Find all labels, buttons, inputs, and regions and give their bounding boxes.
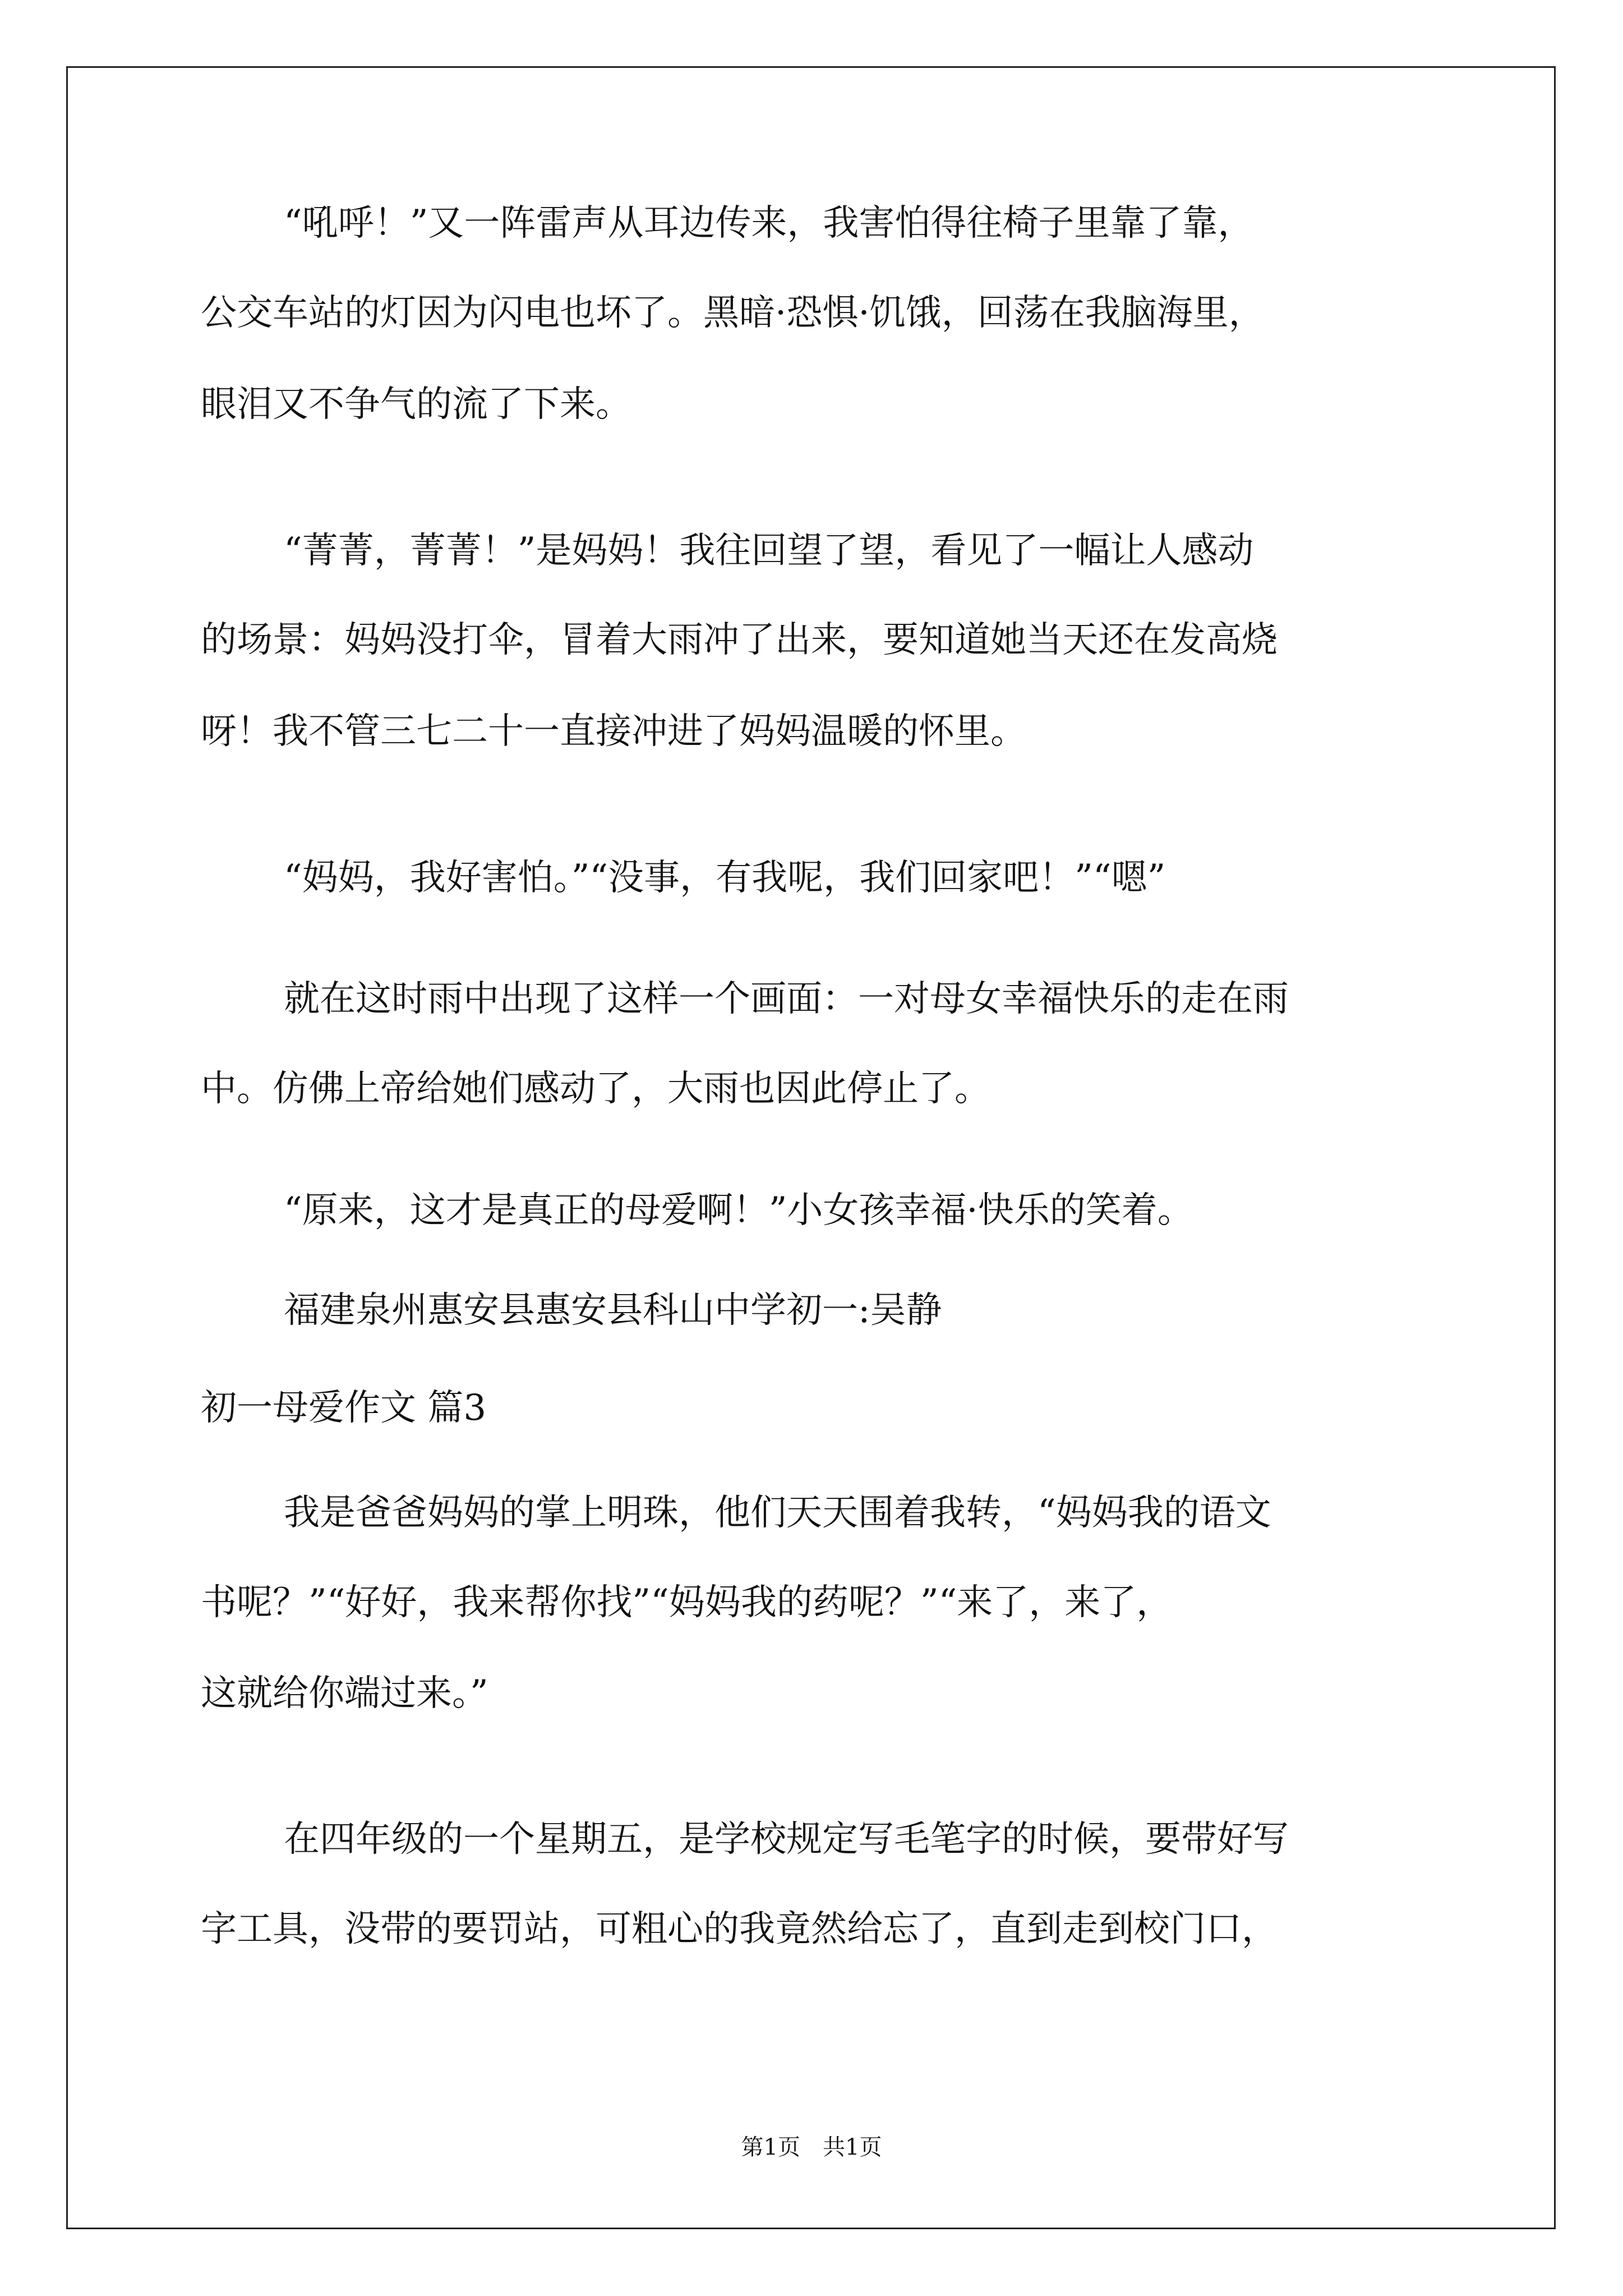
text-line: 字工具，没带的要罚站，可粗心的我竟然给忘了，直到走到校门口， <box>201 1908 1278 1950</box>
text-line: 就在这时雨中出现了这样一个画面：一对母女幸福快乐的走在雨 <box>284 978 1289 1020</box>
section-heading: 初一母爱作文 篇3 <box>201 1387 487 1429</box>
text-line: 我是爸爸妈妈的掌上明珠，他们天天围着我转，“妈妈我的语文 <box>284 1492 1271 1534</box>
text-line: 书呢？”“好好，我来帮你找”“妈妈我的药呢？”“来了，来了， <box>201 1582 1173 1623</box>
text-line: 在四年级的一个星期五，是学校规定写毛笔字的时候，要带好写 <box>284 1819 1289 1860</box>
text-line: 这就给你端过来。” <box>201 1673 488 1714</box>
page-footer: 第1页 共1页 <box>741 2134 882 2160</box>
text-line: “吼呼！”又一阵雷声从耳边传来，我害怕得往椅子里靠了靠， <box>284 203 1254 244</box>
text-line: 中。仿佛上帝给她们感动了，大雨也因此停止了。 <box>201 1068 990 1110</box>
text-line: 公交车站的灯因为闪电也坏了。黑暗·恐惧·饥饿，回荡在我脑海里， <box>201 292 1265 334</box>
text-line: 呀！我不管三七二十一直接冲进了妈妈温暖的怀里。 <box>201 711 1026 752</box>
text-line: 眼泪又不争气的流了下来。 <box>201 384 631 425</box>
text-line: “原来，这才是真正的母爱啊！”小女孩幸福·快乐的笑着。 <box>284 1190 1193 1231</box>
text-line: 福建泉州惠安县惠安县科山中学初一:吴静 <box>284 1290 942 1331</box>
text-line: “妈妈，我好害怕。”“没事，有我呢，我们回家吧！”“嗯” <box>284 857 1166 899</box>
text-line: “菁菁，菁菁！”是妈妈！我往回望了望，看见了一幅让人感动 <box>284 530 1254 572</box>
text-line: 的场景：妈妈没打伞，冒着大雨冲了出来，要知道她当天还在发高烧 <box>201 619 1278 661</box>
